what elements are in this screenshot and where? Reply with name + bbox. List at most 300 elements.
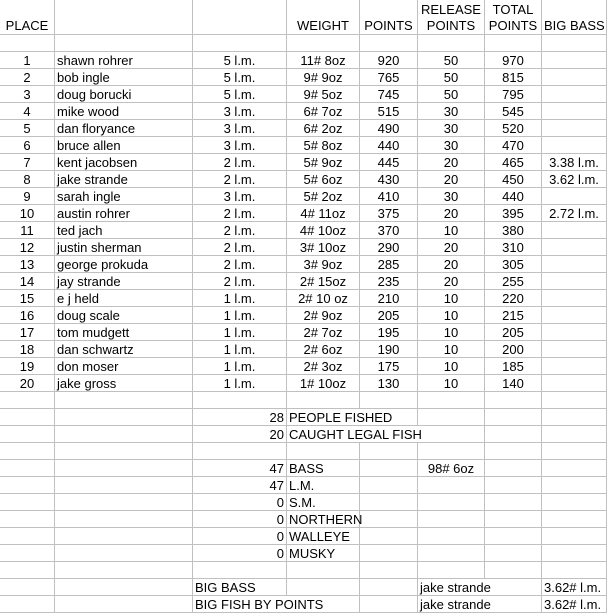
empty-cell [542, 460, 607, 477]
result-angler-name: doug borucki [55, 86, 193, 103]
result-row [0, 375, 607, 392]
result-row [0, 103, 607, 120]
result-angler-name: jake strande [55, 171, 193, 188]
result-weight: 2# 10 oz [287, 290, 360, 307]
result-angler-name: dan floryance [55, 120, 193, 137]
species-row-bass [0, 460, 607, 477]
result-points: 920 [360, 52, 418, 69]
empty-cell [485, 409, 542, 426]
empty-cell [0, 511, 55, 528]
result-big-bass [542, 341, 607, 358]
result-total-points: 380 [485, 222, 542, 239]
empty-cell [0, 426, 55, 443]
result-points: 130 [360, 375, 418, 392]
result-points: 430 [360, 171, 418, 188]
result-points: 175 [360, 358, 418, 375]
empty-cell [0, 460, 55, 477]
result-total-points: 970 [485, 52, 542, 69]
result-place: 9 [0, 188, 55, 205]
result-points: 290 [360, 239, 418, 256]
result-row [0, 69, 607, 86]
empty-cell [542, 35, 607, 52]
empty-cell [193, 443, 287, 460]
empty-cell [418, 477, 485, 494]
result-row [0, 290, 607, 307]
result-release-points: 50 [418, 86, 485, 103]
result-fish-count: 2 l.m. [193, 222, 287, 239]
empty-cell [485, 562, 542, 579]
result-angler-name: mike wood [55, 103, 193, 120]
header-big-bass: BIG BASS [542, 0, 607, 35]
result-fish-count: 3 l.m. [193, 137, 287, 154]
result-fish-count: 2 l.m. [193, 273, 287, 290]
empty-cell [485, 528, 542, 545]
empty-cell [485, 494, 542, 511]
result-row [0, 86, 607, 103]
result-total-points: 255 [485, 273, 542, 290]
result-angler-name: kent jacobsen [55, 154, 193, 171]
result-row [0, 205, 607, 222]
result-total-points: 200 [485, 341, 542, 358]
empty-cell [0, 477, 55, 494]
result-place: 3 [0, 86, 55, 103]
empty-cell [55, 426, 193, 443]
result-release-points: 30 [418, 120, 485, 137]
empty-cell [55, 545, 193, 562]
empty-cell [0, 579, 55, 596]
result-fish-count: 5 l.m. [193, 86, 287, 103]
result-row [0, 120, 607, 137]
header-total-points: TOTAL POINTS [485, 0, 542, 35]
empty-cell [542, 443, 607, 460]
award-row-big-bass [0, 579, 607, 596]
species-label: NORTHERN [289, 512, 363, 527]
empty-cell [55, 511, 193, 528]
result-row [0, 222, 607, 239]
result-angler-name: ted jach [55, 222, 193, 239]
result-release-points: 10 [418, 375, 485, 392]
caught-legal-fish-count: 20 [193, 426, 287, 443]
result-big-bass [542, 290, 607, 307]
empty-cell [193, 0, 287, 35]
empty-cell [193, 392, 287, 409]
empty-cell [0, 35, 55, 52]
spacer-row [0, 443, 607, 460]
result-weight: 4# 11oz [287, 205, 360, 222]
result-fish-count: 2 l.m. [193, 256, 287, 273]
empty-cell [542, 545, 607, 562]
result-place: 6 [0, 137, 55, 154]
empty-cell [418, 494, 485, 511]
result-big-bass [542, 69, 607, 86]
header-row [0, 0, 607, 35]
empty-cell [360, 392, 418, 409]
result-weight: 9# 9oz [287, 69, 360, 86]
result-big-bass [542, 307, 607, 324]
result-big-bass [542, 273, 607, 290]
empty-cell [360, 545, 418, 562]
result-angler-name: justin sherman [55, 239, 193, 256]
species-row-musky [0, 545, 607, 562]
species-label: BASS [287, 460, 360, 477]
empty-cell [418, 392, 485, 409]
result-release-points: 20 [418, 273, 485, 290]
species-count: 47 [193, 477, 287, 494]
result-place: 11 [0, 222, 55, 239]
result-big-bass [542, 52, 607, 69]
result-total-points: 205 [485, 324, 542, 341]
empty-cell [0, 443, 55, 460]
award-label: BIG FISH BY POINTS [193, 596, 360, 613]
result-points: 765 [360, 69, 418, 86]
empty-cell [55, 392, 193, 409]
species-label: MUSKY [287, 545, 360, 562]
result-fish-count: 3 l.m. [193, 188, 287, 205]
result-total-points: 140 [485, 375, 542, 392]
empty-cell [0, 528, 55, 545]
result-big-bass [542, 358, 607, 375]
result-release-points: 50 [418, 69, 485, 86]
species-row-lm [0, 477, 607, 494]
result-points: 210 [360, 290, 418, 307]
result-row [0, 341, 607, 358]
result-points: 745 [360, 86, 418, 103]
empty-cell [0, 562, 55, 579]
result-angler-name: george prokuda [55, 256, 193, 273]
empty-cell [55, 443, 193, 460]
result-release-points: 30 [418, 137, 485, 154]
summary-section [0, 392, 607, 613]
empty-cell [485, 426, 542, 443]
empty-cell [360, 460, 418, 477]
empty-cell [360, 443, 418, 460]
header-weight: WEIGHT [287, 0, 360, 35]
empty-cell [0, 392, 55, 409]
header-release-points: RELEASE POINTS [418, 0, 485, 35]
result-release-points: 20 [418, 154, 485, 171]
result-total-points: 520 [485, 120, 542, 137]
empty-cell [0, 409, 55, 426]
empty-cell [0, 596, 55, 613]
result-angler-name: dan schwartz [55, 341, 193, 358]
result-big-bass [542, 103, 607, 120]
empty-cell [485, 35, 542, 52]
result-big-bass: 2.72 l.m. [542, 205, 607, 222]
empty-cell [418, 443, 485, 460]
result-angler-name: shawn rohrer [55, 52, 193, 69]
empty-cell [55, 477, 193, 494]
result-points: 235 [360, 273, 418, 290]
result-angler-name: bob ingle [55, 69, 193, 86]
result-place: 4 [0, 103, 55, 120]
empty-cell [360, 579, 418, 596]
empty-cell [55, 579, 193, 596]
empty-cell [542, 392, 607, 409]
result-fish-count: 2 l.m. [193, 239, 287, 256]
header-section [0, 0, 607, 52]
result-points: 195 [360, 324, 418, 341]
result-points: 285 [360, 256, 418, 273]
result-fish-count: 5 l.m. [193, 69, 287, 86]
result-row [0, 188, 607, 205]
result-big-bass [542, 188, 607, 205]
species-label: WALLEYE [287, 528, 360, 545]
result-row [0, 171, 607, 188]
result-big-bass [542, 375, 607, 392]
empty-cell [542, 528, 607, 545]
species-row-northern [0, 511, 607, 528]
result-weight: 5# 6oz [287, 171, 360, 188]
result-place: 2 [0, 69, 55, 86]
empty-cell [418, 409, 485, 426]
header-place: PLACE [0, 0, 55, 35]
species-count: 0 [193, 528, 287, 545]
result-row [0, 52, 607, 69]
empty-cell [55, 528, 193, 545]
result-release-points: 10 [418, 341, 485, 358]
result-points: 490 [360, 120, 418, 137]
result-total-points: 220 [485, 290, 542, 307]
result-weight: 2# 6oz [287, 341, 360, 358]
result-row [0, 324, 607, 341]
result-weight: 2# 15oz [287, 273, 360, 290]
result-release-points: 10 [418, 324, 485, 341]
result-release-points: 20 [418, 171, 485, 188]
result-fish-count: 2 l.m. [193, 154, 287, 171]
result-points: 410 [360, 188, 418, 205]
result-place: 8 [0, 171, 55, 188]
empty-cell [55, 460, 193, 477]
result-row [0, 239, 607, 256]
empty-cell [55, 409, 193, 426]
result-big-bass [542, 137, 607, 154]
result-weight: 5# 9oz [287, 154, 360, 171]
empty-cell [360, 596, 418, 613]
result-place: 1 [0, 52, 55, 69]
result-fish-count: 1 l.m. [193, 324, 287, 341]
result-angler-name: jake gross [55, 375, 193, 392]
result-angler-name: don moser [55, 358, 193, 375]
caught-legal-fish-row [0, 426, 607, 443]
spacer-row [0, 392, 607, 409]
result-fish-count: 2 l.m. [193, 171, 287, 188]
result-big-bass [542, 222, 607, 239]
species-row-walleye [0, 528, 607, 545]
empty-cell [485, 511, 542, 528]
result-total-points: 465 [485, 154, 542, 171]
empty-cell [418, 511, 485, 528]
result-row [0, 256, 607, 273]
people-fished-count: 28 [193, 409, 287, 426]
result-weight: 3# 10oz [287, 239, 360, 256]
empty-cell [287, 392, 360, 409]
species-count: 47 [193, 460, 287, 477]
result-total-points: 305 [485, 256, 542, 273]
empty-cell [360, 477, 418, 494]
empty-cell [55, 494, 193, 511]
result-release-points: 30 [418, 103, 485, 120]
result-total-points: 215 [485, 307, 542, 324]
empty-cell [542, 494, 607, 511]
result-place: 7 [0, 154, 55, 171]
result-total-points: 545 [485, 103, 542, 120]
empty-cell [418, 35, 485, 52]
empty-cell [55, 562, 193, 579]
empty-cell [542, 511, 607, 528]
result-total-points: 470 [485, 137, 542, 154]
award-winner: jake strande [418, 596, 542, 613]
result-weight: 5# 2oz [287, 188, 360, 205]
species-label: S.M. [287, 494, 360, 511]
empty-cell [55, 35, 193, 52]
result-place: 10 [0, 205, 55, 222]
award-value: 3.62# l.m. [542, 579, 607, 596]
result-release-points: 20 [418, 205, 485, 222]
empty-cell [360, 511, 418, 528]
result-total-points: 795 [485, 86, 542, 103]
result-fish-count: 1 l.m. [193, 307, 287, 324]
people-fished-row [0, 409, 607, 426]
empty-cell [360, 494, 418, 511]
result-weight: 4# 10oz [287, 222, 360, 239]
empty-cell [0, 545, 55, 562]
result-fish-count: 1 l.m. [193, 290, 287, 307]
empty-cell [360, 562, 418, 579]
species-count: 0 [193, 494, 287, 511]
species-row-sm [0, 494, 607, 511]
result-weight: 2# 9oz [287, 307, 360, 324]
result-fish-count: 3 l.m. [193, 103, 287, 120]
result-total-points: 310 [485, 239, 542, 256]
result-row [0, 154, 607, 171]
result-angler-name: doug scale [55, 307, 193, 324]
result-place: 5 [0, 120, 55, 137]
result-place: 20 [0, 375, 55, 392]
empty-cell [287, 443, 360, 460]
empty-cell [485, 392, 542, 409]
result-total-points: 185 [485, 358, 542, 375]
result-fish-count: 1 l.m. [193, 341, 287, 358]
species-count: 0 [193, 511, 287, 528]
result-release-points: 10 [418, 222, 485, 239]
result-angler-name: jay strande [55, 273, 193, 290]
result-big-bass [542, 239, 607, 256]
species-label: L.M. [287, 477, 360, 494]
result-fish-count: 2 l.m. [193, 205, 287, 222]
result-total-points: 815 [485, 69, 542, 86]
result-place: 12 [0, 239, 55, 256]
result-release-points: 10 [418, 358, 485, 375]
result-weight: 6# 2oz [287, 120, 360, 137]
result-place: 18 [0, 341, 55, 358]
spacer-row [0, 562, 607, 579]
empty-cell [193, 35, 287, 52]
empty-cell [55, 596, 193, 613]
result-big-bass: 3.38 l.m. [542, 154, 607, 171]
empty-cell [485, 443, 542, 460]
result-fish-count: 1 l.m. [193, 375, 287, 392]
empty-cell [542, 562, 607, 579]
caught-legal-fish-label: CAUGHT LEGAL FISH [287, 426, 485, 443]
result-release-points: 50 [418, 52, 485, 69]
result-points: 515 [360, 103, 418, 120]
result-release-points: 20 [418, 256, 485, 273]
result-place: 15 [0, 290, 55, 307]
result-row [0, 273, 607, 290]
award-winner: jake strande [418, 579, 542, 596]
result-place: 14 [0, 273, 55, 290]
result-angler-name: tom mudgett [55, 324, 193, 341]
award-label: BIG BASS [193, 579, 287, 596]
result-release-points: 10 [418, 290, 485, 307]
empty-cell [418, 528, 485, 545]
result-big-bass [542, 86, 607, 103]
empty-cell [485, 460, 542, 477]
empty-cell [287, 562, 360, 579]
spacer-row [0, 35, 607, 52]
header-points: POINTS [360, 0, 418, 35]
result-release-points: 20 [418, 239, 485, 256]
result-fish-count: 3 l.m. [193, 120, 287, 137]
result-big-bass: 3.62 l.m. [542, 171, 607, 188]
empty-cell [542, 409, 607, 426]
empty-cell [287, 579, 360, 596]
result-total-points: 450 [485, 171, 542, 188]
result-release-points: 30 [418, 188, 485, 205]
result-angler-name: austin rohrer [55, 205, 193, 222]
empty-cell [418, 562, 485, 579]
result-points: 440 [360, 137, 418, 154]
result-points: 205 [360, 307, 418, 324]
result-weight: 2# 7oz [287, 324, 360, 341]
results-body [0, 52, 607, 392]
result-fish-count: 1 l.m. [193, 358, 287, 375]
result-row [0, 137, 607, 154]
empty-cell [360, 528, 418, 545]
result-points: 375 [360, 205, 418, 222]
result-place: 13 [0, 256, 55, 273]
result-big-bass [542, 256, 607, 273]
empty-cell [360, 35, 418, 52]
empty-cell [485, 545, 542, 562]
empty-cell [542, 477, 607, 494]
result-place: 16 [0, 307, 55, 324]
empty-cell [193, 562, 287, 579]
result-big-bass [542, 120, 607, 137]
result-angler-name: e j held [55, 290, 193, 307]
empty-cell [542, 426, 607, 443]
result-weight: 2# 3oz [287, 358, 360, 375]
result-weight: 3# 9oz [287, 256, 360, 273]
award-value: 3.62# l.m. [542, 596, 607, 613]
result-points: 445 [360, 154, 418, 171]
result-weight: 11# 8oz [287, 52, 360, 69]
result-weight: 1# 10oz [287, 375, 360, 392]
species-count: 0 [193, 545, 287, 562]
result-weight: 5# 8oz [287, 137, 360, 154]
result-weight: 9# 5oz [287, 86, 360, 103]
award-row-big-fish-by-points [0, 596, 607, 613]
result-total-points: 440 [485, 188, 542, 205]
result-release-points: 10 [418, 307, 485, 324]
empty-cell [485, 477, 542, 494]
result-angler-name: sarah ingle [55, 188, 193, 205]
result-row [0, 358, 607, 375]
empty-cell [287, 35, 360, 52]
result-angler-name: bruce allen [55, 137, 193, 154]
people-fished-label: PEOPLE FISHED [287, 409, 418, 426]
result-points: 370 [360, 222, 418, 239]
